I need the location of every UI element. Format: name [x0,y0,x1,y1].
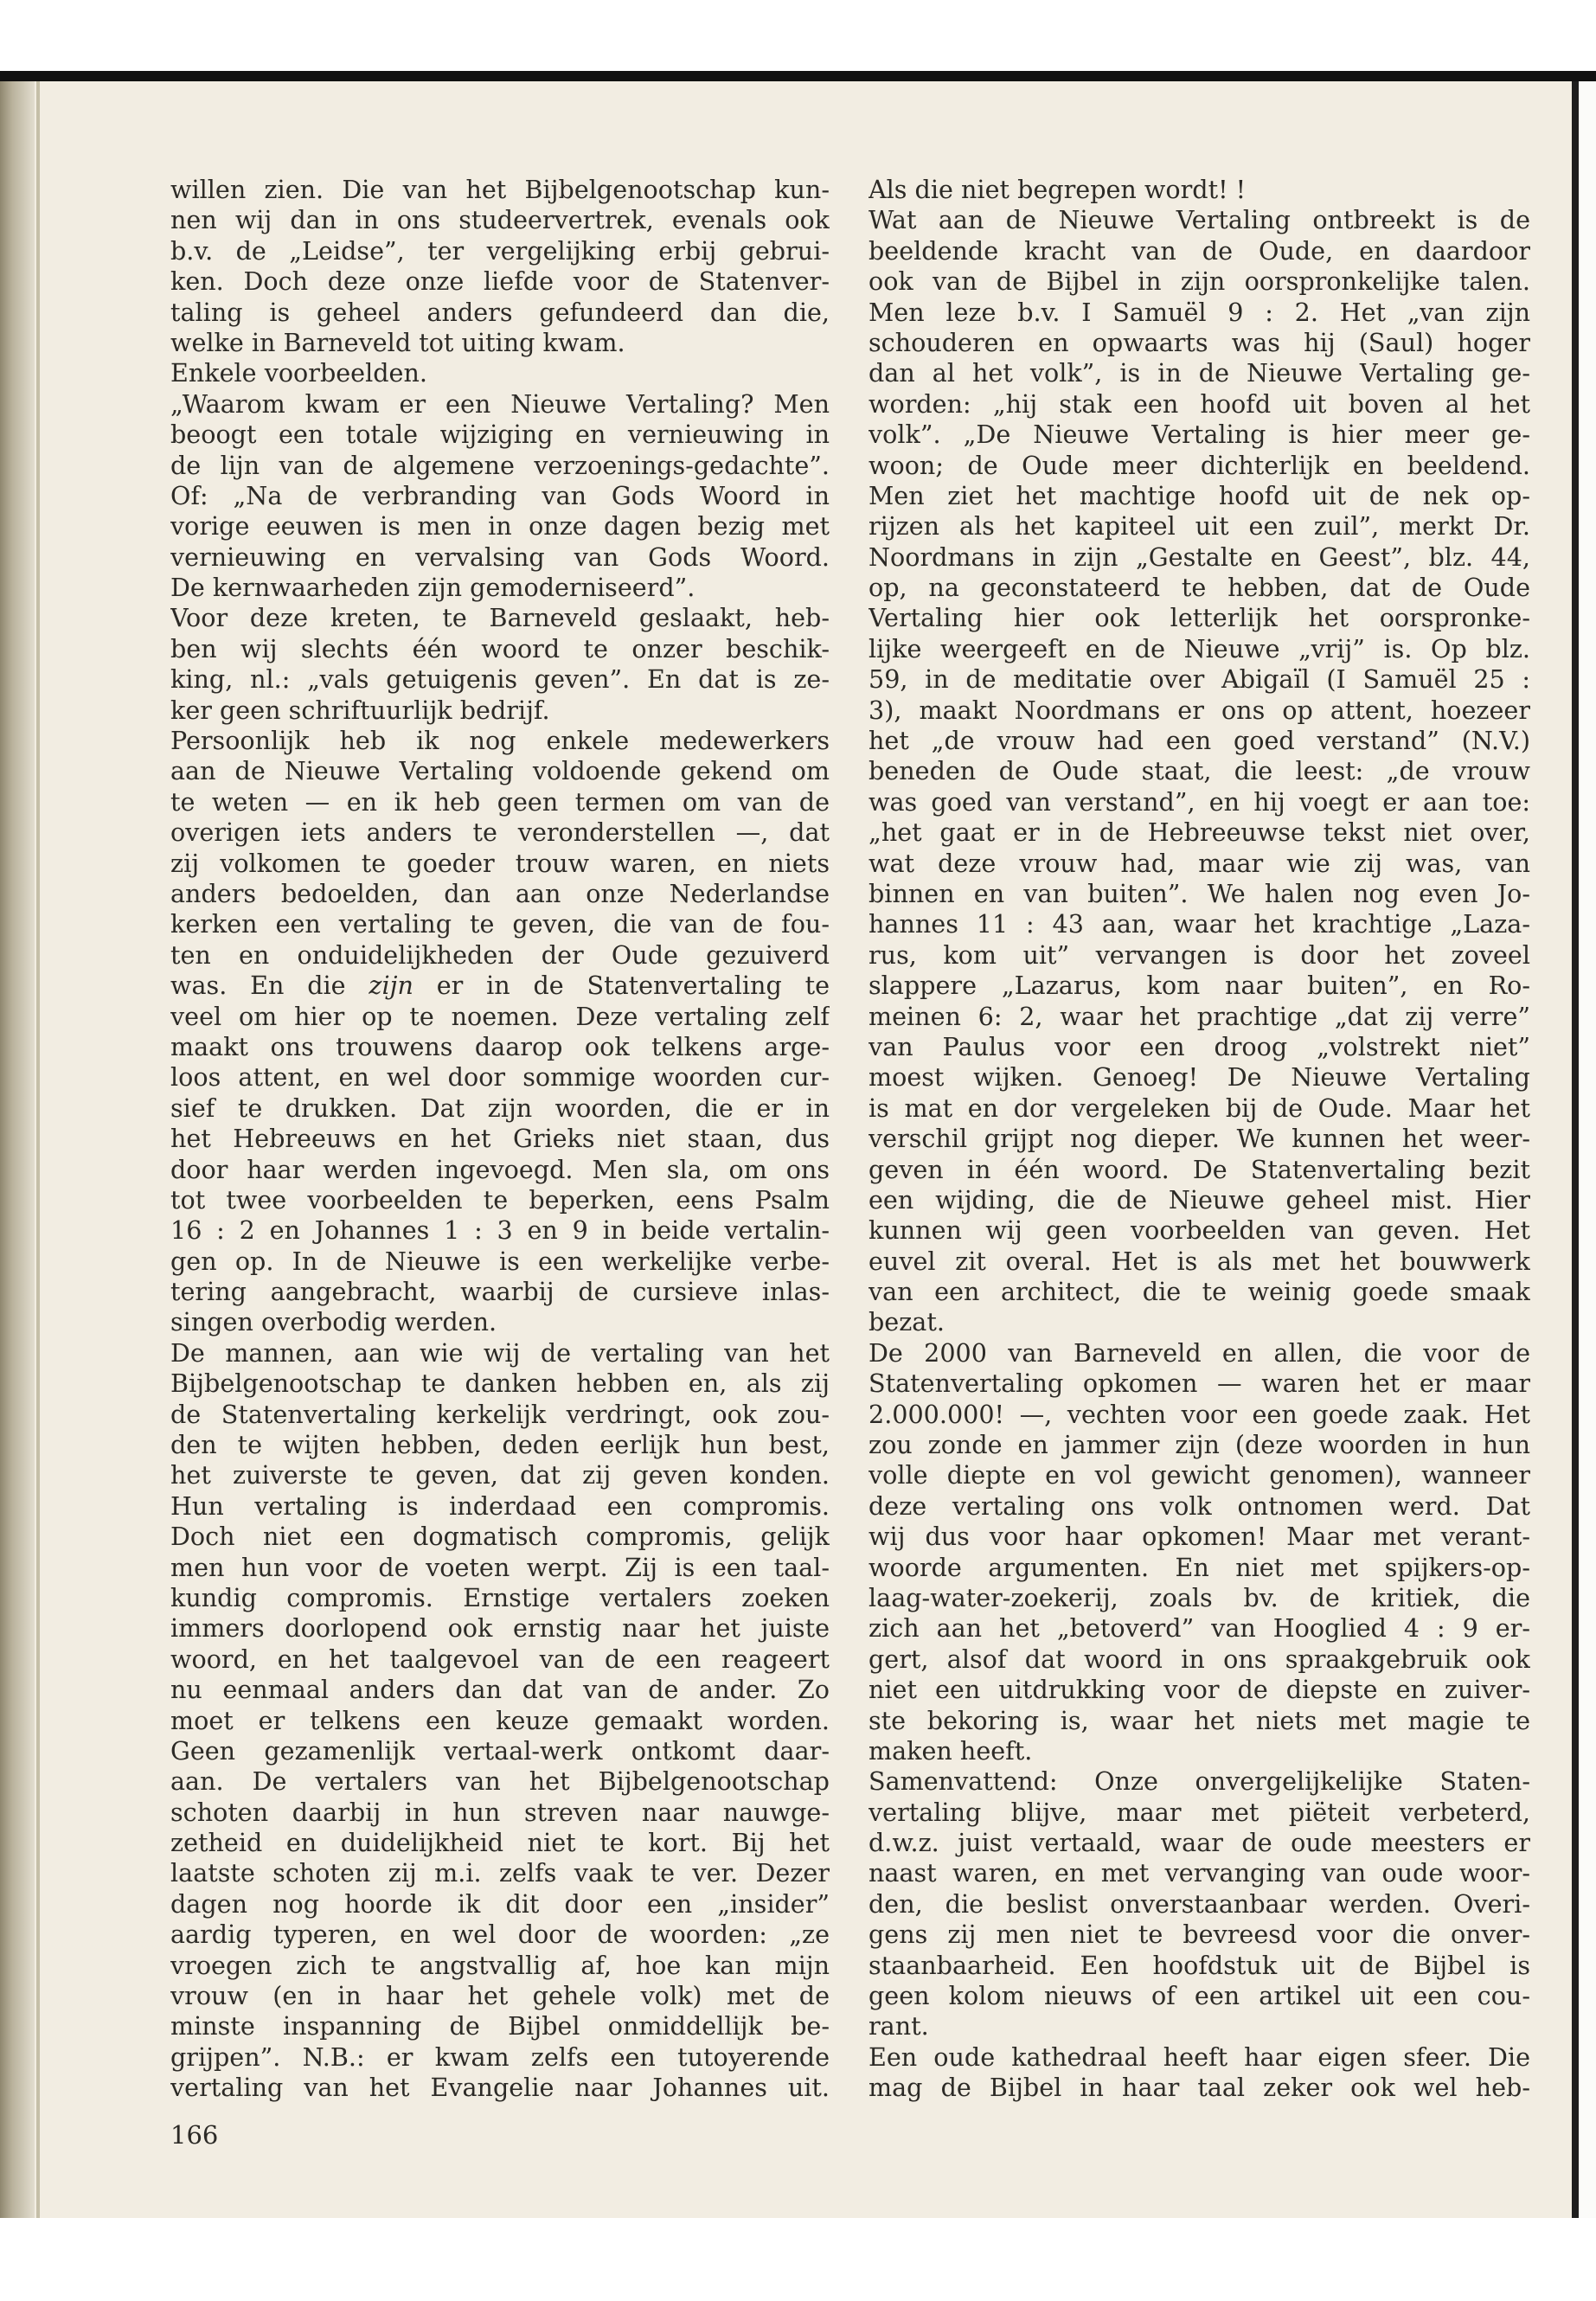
book-binding-line [36,81,40,2218]
scan-bottom-margin [0,2218,1596,2301]
left-column-line: aan. De vertalers van het Bijbelgenootschap [170,1766,830,1797]
right-text-column [869,175,1530,2104]
right-column-line: rant. [869,2011,929,2041]
right-column-line: gens zij men niet te bevreesd voor die onver- [869,1920,1530,1950]
right-column-line: 59, in de meditatie over Abigaïl (I Samuël 25 : [869,664,1530,695]
left-column-line: Persoonlijk heb ik nog enkele medewerkers [170,726,830,756]
right-column-line: Vertaling hier ook letterlijk het oorspronke- [869,603,1530,633]
left-column-line: Geen gezamenlijk vertaal-werk ontkomt daar- [170,1735,830,1766]
right-column-line: van Paulus voor een droog „volstrekt niet” [869,1031,1530,1061]
left-column-line: Doch niet een dogmatisch compromis, gelijk [170,1522,830,1552]
left-column-line: ker geen schriftuurlijk bedrijf. [170,695,550,725]
left-column-line: woord, en het taalgevoel van de een reageert [170,1644,830,1674]
book-binding-edge [0,81,35,2218]
left-column-line: te weten — en ik heb geen termen om van de [170,786,830,817]
right-column-line: zich aan het „betoverd” van Hooglied 4 : 9 er- [869,1613,1530,1644]
right-column-line: Noordmans in zijn „Gestalte en Geest”, blz. 44, [869,542,1530,572]
right-column-line: geen kolom nieuws of een artikel uit een cou- [869,1981,1530,2011]
left-column-line: zij volkomen te goeder trouw waren, en niets [170,848,830,878]
left-column-line: vrouw (en in haar het gehele volk) met de [170,1981,830,2011]
right-column-line: woon; de Oude meer dichterlijk en beeldend. [869,450,1530,480]
right-column-line: rus, kom uit” vervangen is door het zoveel [869,939,1530,970]
left-column-line: men hun voor de voeten werpt. Zij is een taal- [170,1552,830,1582]
left-column-line: kundig compromis. Ernstige vertalers zoeken [170,1582,830,1612]
right-column-line: moest wijken. Genoeg! De Nieuwe Vertaling [869,1062,1530,1093]
italic-word: zijn [369,971,413,1001]
right-column-line: was goed van verstand”, en hij voegt er aan toe: [869,786,1530,817]
left-column-line: nen wij dan in ons studeervertrek, evenals ook [170,205,830,235]
left-column-line: kerken een vertaling te geven, die van de fou- [170,909,830,939]
right-column-line: een wijding, die de Nieuwe geheel mist. Hier [869,1184,1530,1215]
left-column-line: tot twee voorbeelden te beperken, eens Psalm [170,1184,830,1215]
left-column-line: b.v. de „Leidse”, ter vergelijking erbij gebrui- [170,235,830,266]
left-column-line: Of: „Na de verbranding van Gods Woord in [170,480,830,510]
right-column-line: kunnen wij geen voorbeelden van geven. Het [869,1215,1530,1246]
right-column-line: den, die beslist onverstaanbaar werden. Overi- [869,1888,1530,1919]
right-column-line: wat deze vrouw had, maar wie zij was, van [869,848,1530,878]
left-column-line: anders bedoelden, dan aan onze Nederlandse [170,878,830,908]
right-column-line: De 2000 van Barneveld en allen, die voor de [869,1337,1530,1368]
left-column-line: Enkele voorbeelden. [170,358,427,388]
right-column-line: Statenvertaling opkomen — waren het er maar [869,1368,1530,1399]
left-column-line: ben wij slechts één woord te onzer beschik- [170,633,830,663]
scan-frame-bar [0,71,1596,81]
page-number: 166 [170,2120,219,2150]
left-column-line: grijpen”. N.B.: er kwam zelfs een tutoyerende [170,2041,830,2072]
right-column-line: mag de Bijbel in haar taal zeker ook wel heb- [869,2073,1530,2103]
right-column-line: gert, alsof dat woord in ons spraakgebruik ook [869,1644,1530,1674]
scan-top-margin [0,0,1596,71]
left-column-line: laatste schoten zij m.i. zelfs vaak te ver. Dezer [170,1858,830,1888]
left-column-line: De mannen, aan wie wij de vertaling van het [170,1337,830,1368]
left-column-line: Hun vertaling is inderdaad een compromis. [170,1490,830,1521]
left-column-line: Bijbelgenootschap te danken hebben en, als zij [170,1368,830,1399]
right-column-line: Wat aan de Nieuwe Vertaling ontbreekt is de [869,205,1530,235]
left-column-line: door haar werden ingevoegd. Men sla, om ons [170,1154,830,1184]
left-text-column [170,175,830,2104]
right-column-line: laag-water-zoekerij, zoals bv. de kritiek, die [869,1582,1530,1612]
left-column-line: vroegen zich te angstvallig af, hoe kan mijn [170,1950,830,1980]
left-column-line: dagen nog hoorde ik dit door een „insider” [170,1888,830,1919]
left-column-line: welke in Barneveld tot uiting kwam. [170,327,625,357]
right-column-line: meinen 6: 2, waar het prachtige „dat zij verre” [869,1001,1530,1031]
right-column-line: verschil grijpt nog dieper. We kunnen het weer- [869,1124,1530,1154]
right-column-line: het „de vrouw had een goed verstand” (N.V.) [869,726,1530,756]
right-column-line: Men leze b.v. I Samuël 9 : 2. Het „van zijn [869,297,1530,327]
left-column-line: schoten daarbij in hun streven naar nauwge- [170,1797,830,1827]
left-column-line: het Hebreeuws en het Grieks niet staan, dus [170,1124,830,1154]
right-column-line: geven in één woord. De Statenvertaling bezit [869,1154,1530,1184]
right-column-line: van een architect, die te weinig goede smaak [869,1277,1530,1307]
left-column-line: overigen iets anders te veronderstellen —, dat [170,817,830,848]
right-column-line: binnen en van buiten”. We halen nog even Jo- [869,878,1530,908]
left-column-line: vorige eeuwen is men in onze dagen bezig met [170,511,830,542]
right-column-line: beeldende kracht van de Oude, en daardoor [869,235,1530,266]
right-column-line: beneden de Oude staat, die leest: „de vrouw [869,756,1530,786]
left-column-line: De kernwaarheden zijn gemoderniseerd”. [170,573,695,603]
right-column-line: schouderen en opwaarts was hij (Saul) hoger [869,327,1530,357]
right-column-line: naast waren, en met vervanging van oude woor- [869,1858,1530,1888]
right-column-line: lijke weergeeft en de Nieuwe „vrij” is. Op blz. [869,633,1530,663]
left-column-line: vernieuwing en vervalsing van Gods Woord. [170,542,830,572]
left-column-line: moet er telkens een keuze gemaakt worden. [170,1705,830,1735]
left-column-line: aan de Nieuwe Vertaling voldoende gekend om [170,756,830,786]
left-column-line: het zuiverste te geven, dat zij geven konden. [170,1460,830,1490]
right-column-line: maken heeft. [869,1735,1033,1766]
left-column-line: minste inspanning de Bijbel onmiddellijk be- [170,2011,830,2041]
right-column-line: volk”. „De Nieuwe Vertaling is hier meer ge- [869,420,1530,450]
left-column-line: king, nl.: „vals getuigenis geven”. En dat is ze- [170,664,830,695]
right-column-line: Men ziet het machtige hoofd uit de nek op- [869,480,1530,510]
right-column-line: euvel zit overal. Het is als met het bouwwerk [869,1246,1530,1276]
left-column-line: „Waarom kwam er een Nieuwe Vertaling? Men [170,388,830,419]
left-column-line: ten en onduidelijkheden der Oude gezuiverd [170,939,830,970]
right-column-line: bezat. [869,1307,945,1337]
left-column-line: gen op. In de Nieuwe is een werkelijke verbe- [170,1246,830,1276]
right-column-line: wij dus voor haar opkomen! Maar met verant- [869,1522,1530,1552]
left-column-line: 16 : 2 en Johannes 1 : 3 en 9 in beide vertalin- [170,1215,830,1246]
right-column-line: Samenvattend: Onze onvergelijkelijke Staten- [869,1766,1530,1797]
left-column-line: willen zien. Die van het Bijbelgenootschap kun- [170,175,830,204]
left-column-line: sief te drukken. Dat zijn woorden, die er in [170,1093,830,1123]
right-column-line: Als die niet begrepen wordt! ! [869,175,1247,204]
right-column-line: vertaling blijve, maar met piëteit verbeterd, [869,1797,1530,1827]
left-column-line: den te wijten hebben, deden eerlijk hun best, [170,1430,830,1460]
left-column-line [170,971,830,1001]
left-column-line: de lijn van de algemene verzoenings-gedachte”. [170,450,830,480]
left-column-line: beoogt een totale wijziging en vernieuwing in [170,420,830,450]
left-column-line: immers doorlopend ook ernstig naar het juiste [170,1613,830,1644]
left-column-line: taling is geheel anders gefundeerd dan die, [170,297,830,327]
left-column-line: de Statenvertaling kerkelijk verdringt, ook zou- [170,1399,830,1429]
right-column-line: zou zonde en jammer zijn (deze woorden in hun [869,1430,1530,1460]
left-column-line: Voor deze kreten, te Barneveld geslaakt, heb- [170,603,830,633]
right-column-line: staanbaarheid. Een hoofdstuk uit de Bijbel is [869,1950,1530,1980]
right-column-line: ste bekoring is, waar het niets met magie te [869,1705,1530,1735]
right-column-line: slappere „Lazarus, kom naar buiten”, en Ro- [869,971,1530,1001]
right-column-line: 2.000.000! —, vechten voor een goede zaak. Het [869,1399,1530,1429]
line-text-segment: er in de Statenvertaling te [413,971,830,1001]
right-column-line: Een oude kathedraal heeft haar eigen sfeer. Die [869,2041,1530,2072]
left-column-line: nu eenmaal anders dan dat van de ander. Zo [170,1675,830,1705]
left-column-line: veel om hier op te noemen. Deze vertaling zelf [170,1001,830,1031]
left-column-line: maakt ons trouwens daarop ook telkens arge- [170,1031,830,1061]
right-column-line: dan al het volk”, is in de Nieuwe Vertaling ge- [869,358,1530,388]
left-column-line: zetheid en duidelijkheid niet te kort. Bij het [170,1828,830,1858]
right-column-line: op, na geconstateerd te hebben, dat de Oude [869,573,1530,603]
left-column-line: aardig typeren, en wel door de woorden: „ze [170,1920,830,1950]
right-column-line: „het gaat er in de Hebreeuwse tekst niet over, [869,817,1530,848]
right-column-line: d.w.z. juist vertaald, waar de oude meesters er [869,1828,1530,1858]
left-column-line: singen overbodig werden. [170,1307,497,1337]
right-column-line: ook van de Bijbel in zijn oorspronkelijke talen. [869,266,1530,297]
right-column-line: worden: „hij stak een hoofd uit boven al het [869,388,1530,419]
right-column-line: 3), maakt Noordmans er ons op attent, hoezeer [869,695,1530,725]
right-column-line: niet een uitdrukking voor de diepste en zuiver- [869,1675,1530,1705]
right-column-line: woorde argumenten. En niet met spijkers-op- [869,1552,1530,1582]
right-column-line: rijzen als het kapiteel uit een zuil”, merkt Dr. [869,511,1530,542]
right-column-line: is mat en dor vergeleken bij de Oude. Maar het [869,1093,1530,1123]
right-column-line: deze vertaling ons volk ontnomen werd. Dat [869,1490,1530,1521]
left-column-line: loos attent, en wel door sommige woorden cur- [170,1062,830,1093]
left-column-line: vertaling van het Evangelie naar Johannes uit. [170,2073,830,2103]
left-column-line: tering aangebracht, waarbij de cursieve inlas- [170,1277,830,1307]
line-text-segment: was. En die [170,971,369,1001]
right-column-line: hannes 11 : 43 aan, waar het krachtige „Laza- [869,909,1530,939]
right-column-line: volle diepte en vol gewicht genomen), wanneer [869,1460,1530,1490]
left-column-line: ken. Doch deze onze liefde voor de Statenver- [170,266,830,297]
